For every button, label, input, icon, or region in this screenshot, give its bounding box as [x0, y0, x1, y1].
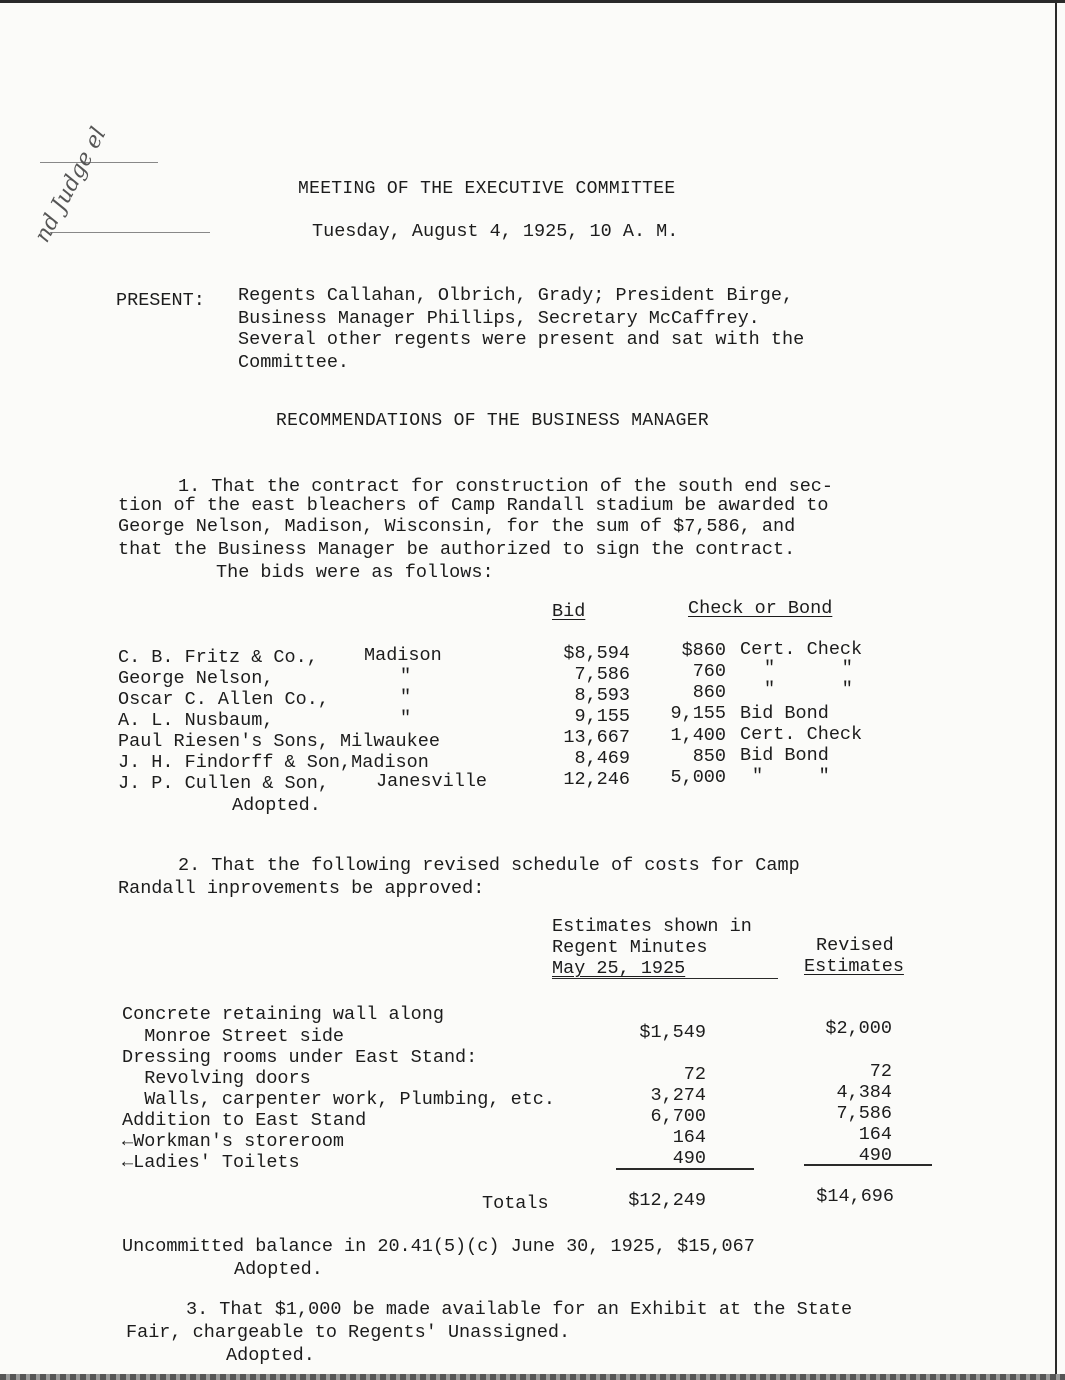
bid-amount: 13,667 [563, 727, 630, 748]
bond-amount: 760 [692, 661, 726, 682]
cost-row-label: Monroe Street side [122, 1026, 345, 1047]
revised-header-label: Estimates [804, 956, 904, 977]
bond-amount: 850 [692, 746, 726, 767]
bid-column-header: Bid [552, 601, 586, 622]
estimate-value: $1,549 [639, 1022, 706, 1043]
item1-line: The bids were as follows: [216, 562, 494, 583]
bid-city: " [400, 708, 412, 729]
item3-line: Fair, chargeable to Regents' Unassigned. [126, 1322, 571, 1343]
bid-city: Janesville [376, 771, 488, 792]
estimate-value: 3,274 [650, 1085, 706, 1106]
revised-header-line: Revised [816, 935, 894, 956]
cost-row-label: Concrete retaining wall along [122, 1004, 444, 1025]
bid-name: J. P. Cullen & Son, [118, 773, 329, 794]
item2-adopted: Adopted. [234, 1259, 323, 1280]
cost-row-label: ←Workman's storeroom [122, 1131, 345, 1152]
present-line: Committee. [238, 352, 350, 373]
totals-estimate: $12,249 [628, 1190, 706, 1211]
revised-value: 490 [858, 1145, 892, 1166]
cost-row-label: Walls, carpenter work, Plumbing, etc. [122, 1089, 555, 1110]
revised-value: 4,384 [836, 1082, 892, 1103]
top-scan-edge [0, 0, 1065, 3]
uncommitted-balance: Uncommitted balance in 20.41(5)(c) June 30, 1925, $15,067 [122, 1236, 755, 1257]
totals-revised: $14,696 [816, 1186, 894, 1207]
estimate-value: 72 [683, 1064, 706, 1085]
bid-name: Paul Riesen's Sons, Milwaukee [118, 731, 440, 752]
present-line: Regents Callahan, Olbrich, Grady; President Birge, [238, 285, 794, 306]
bond-type: Cert. Check [740, 724, 863, 745]
bond-type: " " [764, 679, 853, 700]
item2-line: Randall inprovements be approved: [118, 878, 485, 899]
revised-value: 7,586 [836, 1103, 892, 1124]
estimate-total-rule [616, 1168, 754, 1170]
cost-row-label: Dressing rooms under East Stand: [122, 1047, 478, 1068]
revised-total-rule [804, 1164, 932, 1166]
cost-row-label: ←Ladies' Toilets [122, 1152, 300, 1173]
bond-type: Bid Bond [740, 745, 829, 766]
present-label: PRESENT: [116, 290, 205, 311]
bid-name: J. H. Findorff & Son,Madison [118, 752, 429, 773]
bid-amount: 7,586 [574, 664, 630, 685]
present-line: Several other regents were present and sat with the [238, 329, 805, 350]
meeting-date: Tuesday, August 4, 1925, 10 A. M. [312, 221, 679, 242]
handwritten-margin-note: nd Judge el [30, 123, 112, 247]
cost-row-label: Revolving doors [122, 1068, 311, 1089]
item3-line: 3. That $1,000 be made available for an Exhibit at the State [186, 1299, 853, 1320]
bond-amount: 1,400 [670, 725, 726, 746]
right-scan-edge [1055, 0, 1057, 1380]
bond-amount: 860 [692, 682, 726, 703]
bid-amount: $8,594 [563, 643, 630, 664]
bottom-scan-edge [0, 1374, 1065, 1380]
revised-value: $2,000 [825, 1018, 892, 1039]
present-line: Business Manager Phillips, Secretary McCaffrey. [238, 308, 760, 329]
check-bond-column-header: Check or Bond [688, 598, 833, 619]
estimate-value: 164 [672, 1127, 706, 1148]
item1-adopted: Adopted. [232, 795, 321, 816]
bid-city: Madison [364, 645, 442, 666]
item1-line: that the Business Manager be authorized to sign the contract. [118, 539, 796, 560]
estimate-header-line: Regent Minutes [552, 937, 708, 958]
section-title: RECOMMENDATIONS OF THE BUSINESS MANAGER [276, 411, 709, 431]
item1-line: 1. That the contract for construction of the south end sec- [178, 476, 834, 497]
bid-amount: 9,155 [574, 706, 630, 727]
item1-line: George Nelson, Madison, Wisconsin, for the sum of $7,586, and [118, 516, 796, 537]
item3-adopted: Adopted. [226, 1345, 315, 1366]
estimate-header-date: May 25, 1925 [552, 958, 686, 979]
revised-value: 164 [858, 1124, 892, 1145]
margin-line [50, 232, 210, 233]
bid-name: A. L. Nusbaum, [118, 710, 274, 731]
bid-amount: 8,593 [574, 685, 630, 706]
bond-type: Cert. Check [740, 639, 863, 660]
estimate-header-line: Estimates shown in [552, 916, 752, 937]
page-title: MEETING OF THE EXECUTIVE COMMITTEE [298, 179, 676, 199]
bid-amount: 12,246 [563, 769, 630, 790]
bid-city: " [400, 687, 412, 708]
estimate-header-rule [552, 978, 778, 979]
bid-name: Oscar C. Allen Co., [118, 689, 329, 710]
item1-line: tion of the east bleachers of Camp Randall stadium be awarded to [118, 495, 829, 516]
bond-amount: 5,000 [670, 767, 726, 788]
item2-line: 2. That the following revised schedule of costs for Camp [178, 855, 800, 876]
bond-amount: 9,155 [670, 703, 726, 724]
margin-line [40, 162, 158, 163]
cost-row-label: Addition to East Stand [122, 1110, 367, 1131]
bond-amount: $860 [681, 640, 726, 661]
bid-amount: 8,469 [574, 748, 630, 769]
bond-type: Bid Bond [740, 703, 829, 724]
bond-type: " " [752, 766, 830, 787]
estimate-value: 490 [672, 1148, 706, 1169]
revised-value: 72 [869, 1061, 892, 1082]
totals-label: Totals [482, 1193, 549, 1214]
bid-city: " [400, 666, 412, 687]
bid-name: George Nelson, [118, 668, 274, 689]
bond-type: " " [764, 658, 853, 679]
bid-name: C. B. Fritz & Co., [118, 647, 318, 668]
estimate-value: 6,700 [650, 1106, 706, 1127]
